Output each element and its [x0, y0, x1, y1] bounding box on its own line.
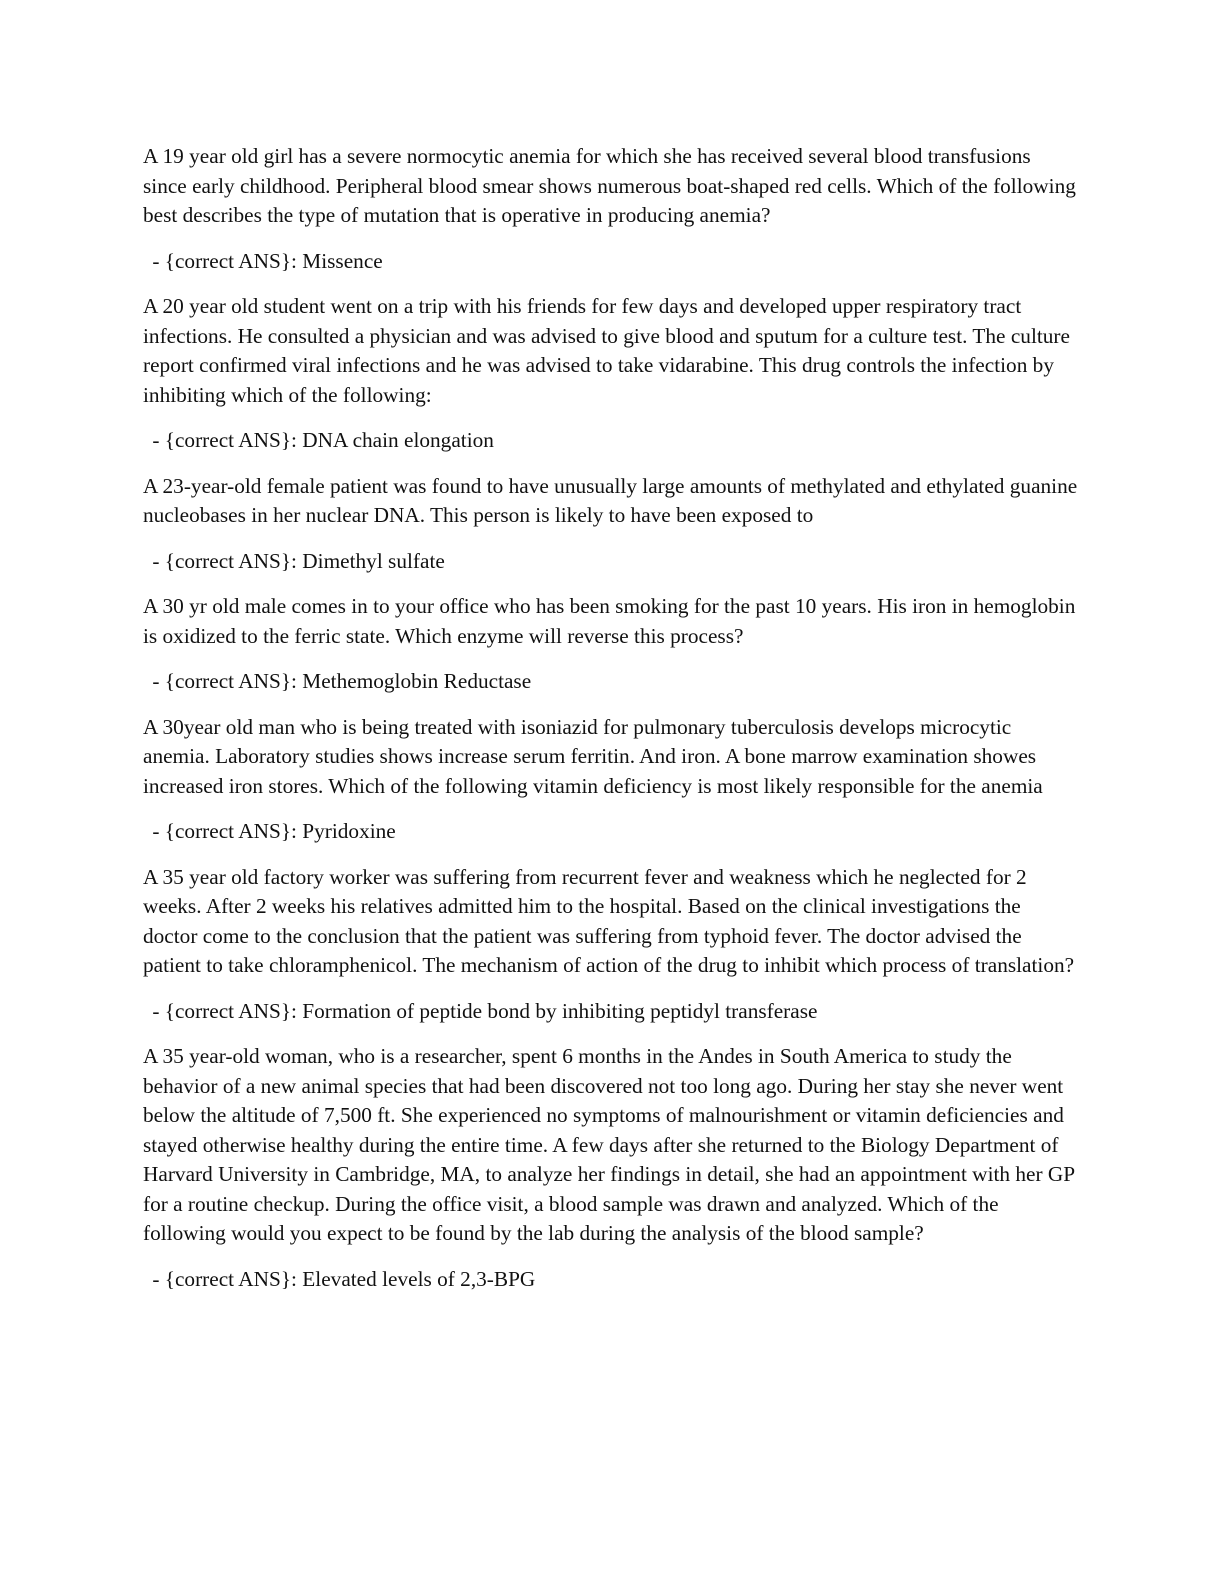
answer-text: - {correct ANS}: Elevated levels of 2,3-BPG: [147, 1266, 536, 1291]
answer-text: - {correct ANS}: Formation of peptide bond by inhibiting peptidyl transferase: [147, 998, 818, 1023]
question-text: A 35 year old factory worker was suffering from recurrent fever and weakness which he neglected for 2 weeks. After 2 weeks his relatives admitted him to the hospital. Based on the clinical investigations the doctor come to the conclusion that the patient was suffering from typhoid fever. The doctor advised the patient to take chloramphenicol. The mechanism of action of the drug to inhibit which process of translation?: [143, 864, 1075, 977]
qa-item-3: [143, 472, 1078, 577]
answer-text: - {correct ANS}: Methemoglobin Reductase: [147, 669, 532, 693]
question-text: A 35 year-old woman, who is a researcher, spent 6 months in the Andes in South America to study the behavior of a new animal species that had been discovered not too long ago. During her stay she never went below the altitude of 7,500 ft. She experienced no symptoms of malnourishment or vitamin deficiencies and stayed otherwise healthy during the entire time. A few days after she returned to the Biology Department of Harvard University in Cambridge, MA, to analyze her findings in detail, she had an appointment with her GP for a routine checkup. During the office visit, a blood sample was drawn and analyzed. Which of the following would you expect to be found by the lab during the analysis of the blood sample?: [143, 1044, 1075, 1245]
qa-item-5: [143, 713, 1078, 847]
qa-item-6: [143, 863, 1078, 1027]
answer-text: - {correct ANS}: DNA chain elongation: [147, 428, 494, 452]
qa-item-1: [143, 142, 1078, 276]
qa-item-4: [143, 592, 1078, 697]
qa-item-7: [143, 1042, 1078, 1294]
question-text: A 30 yr old male comes in to your office who has been smoking for the past 10 years. His iron in hemoglobin is oxidized to the ferric state. Which enzyme will reverse this process?: [143, 594, 1076, 648]
answer-text: - {correct ANS}: Dimethyl sulfate: [147, 548, 445, 573]
qa-item-2: [143, 292, 1078, 456]
question-text: A 20 year old student went on a trip with his friends for few days and developed upper respiratory tract infections. He consulted a physician and was advised to give blood and sputum for a culture test. The culture report confirmed viral infections and he was advised to take vidarabine. This drug controls the infection by inhibiting which of the following:: [143, 294, 1070, 407]
question-text: A 19 year old girl has a severe normocytic anemia for which she has received several blood transfusions since early childhood. Peripheral blood smear shows numerous boat-shaped red cells. Which of the following best describes the type of mutation that is operative in producing anemia?: [143, 144, 1076, 227]
answer-text: - {correct ANS}: Missence: [147, 248, 383, 273]
question-text: A 30year old man who is being treated with isoniazid for pulmonary tuberculosis develops microcytic anemia. Laboratory studies shows increase serum ferritin. And iron. A bone marrow examination showes increased iron stores. Which of the following vitamin deficiency is most likely responsible for the anemia: [143, 714, 1043, 798]
document-page: [143, 142, 1078, 1310]
answer-text: - {correct ANS}: Pyridoxine: [147, 819, 396, 843]
question-text: A 23-year-old female patient was found to have unusually large amounts of methylated and ethylated guanine nucleobases in her nuclear DNA. This person is likely to have been exposed to: [143, 473, 1078, 527]
